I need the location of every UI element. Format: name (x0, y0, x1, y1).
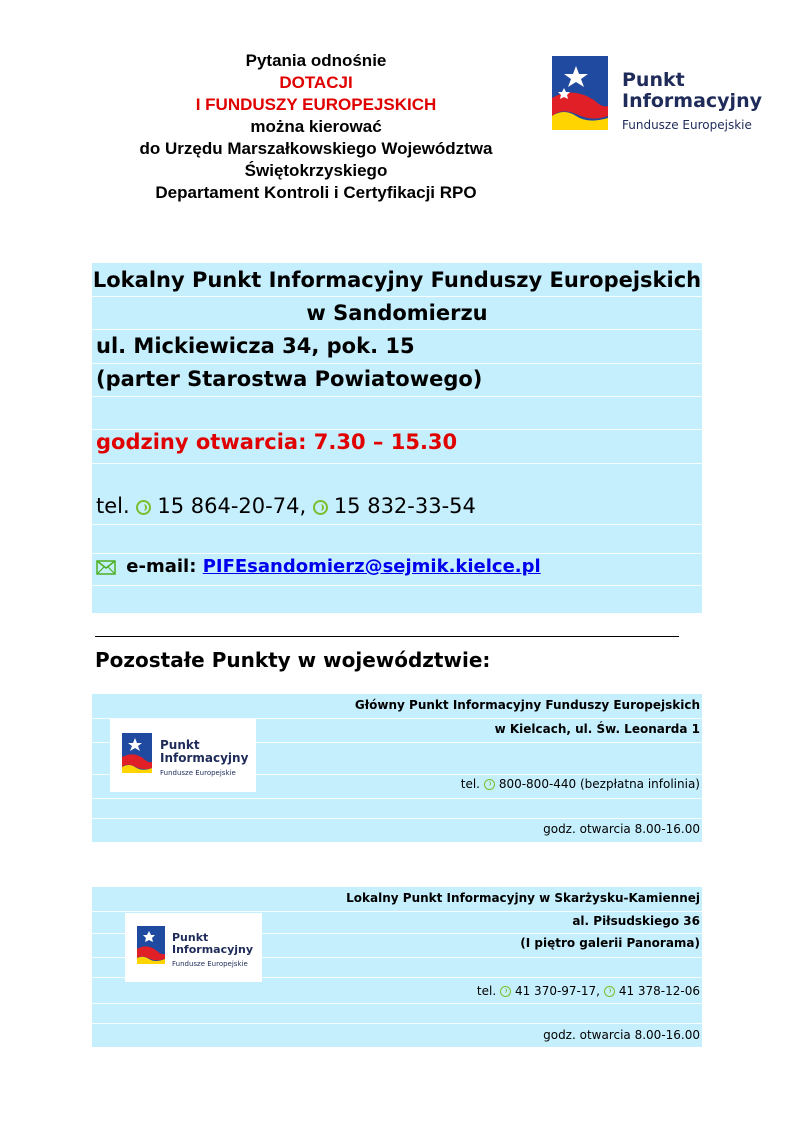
header-line-2: DOTACJI (279, 73, 353, 92)
email-link[interactable]: PIFEsandomierz@sejmik.kielce.pl (202, 556, 541, 577)
header-line-7: Departament Kontroli i Certyfikacji RPO (155, 183, 477, 202)
main-email-line (96, 556, 541, 577)
main-info-box (92, 263, 702, 613)
email-label: e-mail: (126, 556, 197, 577)
punkt-informacyjny-logo (125, 913, 262, 982)
point-2-address: al. Piłsudskiego 36 (572, 914, 700, 928)
main-title-2: w Sandomierzu (306, 301, 488, 325)
tel-label: tel. (96, 494, 130, 518)
logo-subtitle: Fundusze Europejskie (172, 960, 248, 968)
point-1-phone-line (461, 777, 700, 791)
header-line-1: Pytania odnośnie (245, 51, 387, 70)
logo-title-1: Punkt (172, 931, 209, 944)
point-2-phone-2: 41 378-12-06 (618, 984, 700, 998)
header-line-5: do Urzędu Marszałkowskiego Województwa (139, 139, 493, 158)
point-2-phone-line (477, 984, 700, 998)
main-building: (parter Starostwa Powiatowego) (96, 367, 483, 391)
point-2-name: Lokalny Punkt Informacyjny w Skarżysku-Kamiennej (346, 891, 700, 905)
header-line-4: można kierować (250, 117, 382, 136)
logo-title-2: Informacyjny (172, 943, 254, 956)
punkt-informacyjny-logo (532, 36, 770, 150)
point-2-note: (I piętro galerii Panorama) (520, 936, 700, 950)
punkt-informacyjny-logo (110, 719, 256, 792)
main-phones (96, 494, 476, 518)
main-hours: godziny otwarcia: 7.30 – 15.30 (96, 430, 458, 454)
logo-title-1: Punkt (160, 738, 200, 752)
point-1-address: w Kielcach, ul. Św. Leonarda 1 (494, 722, 700, 736)
main-phone-1: 15 864-20-74, (157, 494, 307, 518)
phone-icon (484, 779, 495, 790)
header-line-6: Świętokrzyskiego (244, 161, 388, 180)
logo-subtitle: Fundusze Europejskie (622, 118, 752, 132)
phone-icon (604, 986, 615, 997)
section-title: Pozostałe Punkty w województwie: (95, 648, 491, 672)
header-line-3: I FUNDUSZY EUROPEJSKICH (195, 95, 437, 114)
point-2-hours: godz. otwarcia 8.00-16.00 (543, 1028, 700, 1042)
main-phone-2: 15 832-33-54 (333, 494, 476, 518)
header-block (86, 50, 546, 204)
point-1-name: Główny Punkt Informacyjny Funduszy Europejskich (354, 698, 700, 712)
phone-icon (136, 500, 151, 515)
logo-subtitle: Fundusze Europejskie (160, 769, 236, 777)
point-1-hours: godz. otwarcia 8.00-16.00 (543, 822, 700, 836)
mail-icon (96, 560, 116, 575)
main-title-1: Lokalny Punkt Informacyjny Funduszy Europejskich (92, 268, 702, 292)
logo-title-2: Informacyjny (622, 90, 762, 112)
logo-title-2: Informacyjny (160, 751, 249, 765)
point-2-phone-1: 41 370-97-17, (514, 984, 600, 998)
tel-label: tel. (476, 984, 497, 998)
main-address: ul. Mickiewicza 34, pok. 15 (96, 334, 415, 358)
tel-label: tel. (460, 777, 480, 791)
point-1-phone: 800-800-440 (bezpłatna infolinia) (498, 777, 700, 791)
logo-title-1: Punkt (622, 69, 685, 91)
phone-icon (313, 500, 328, 515)
section-divider (95, 636, 679, 637)
phone-icon (500, 986, 511, 997)
